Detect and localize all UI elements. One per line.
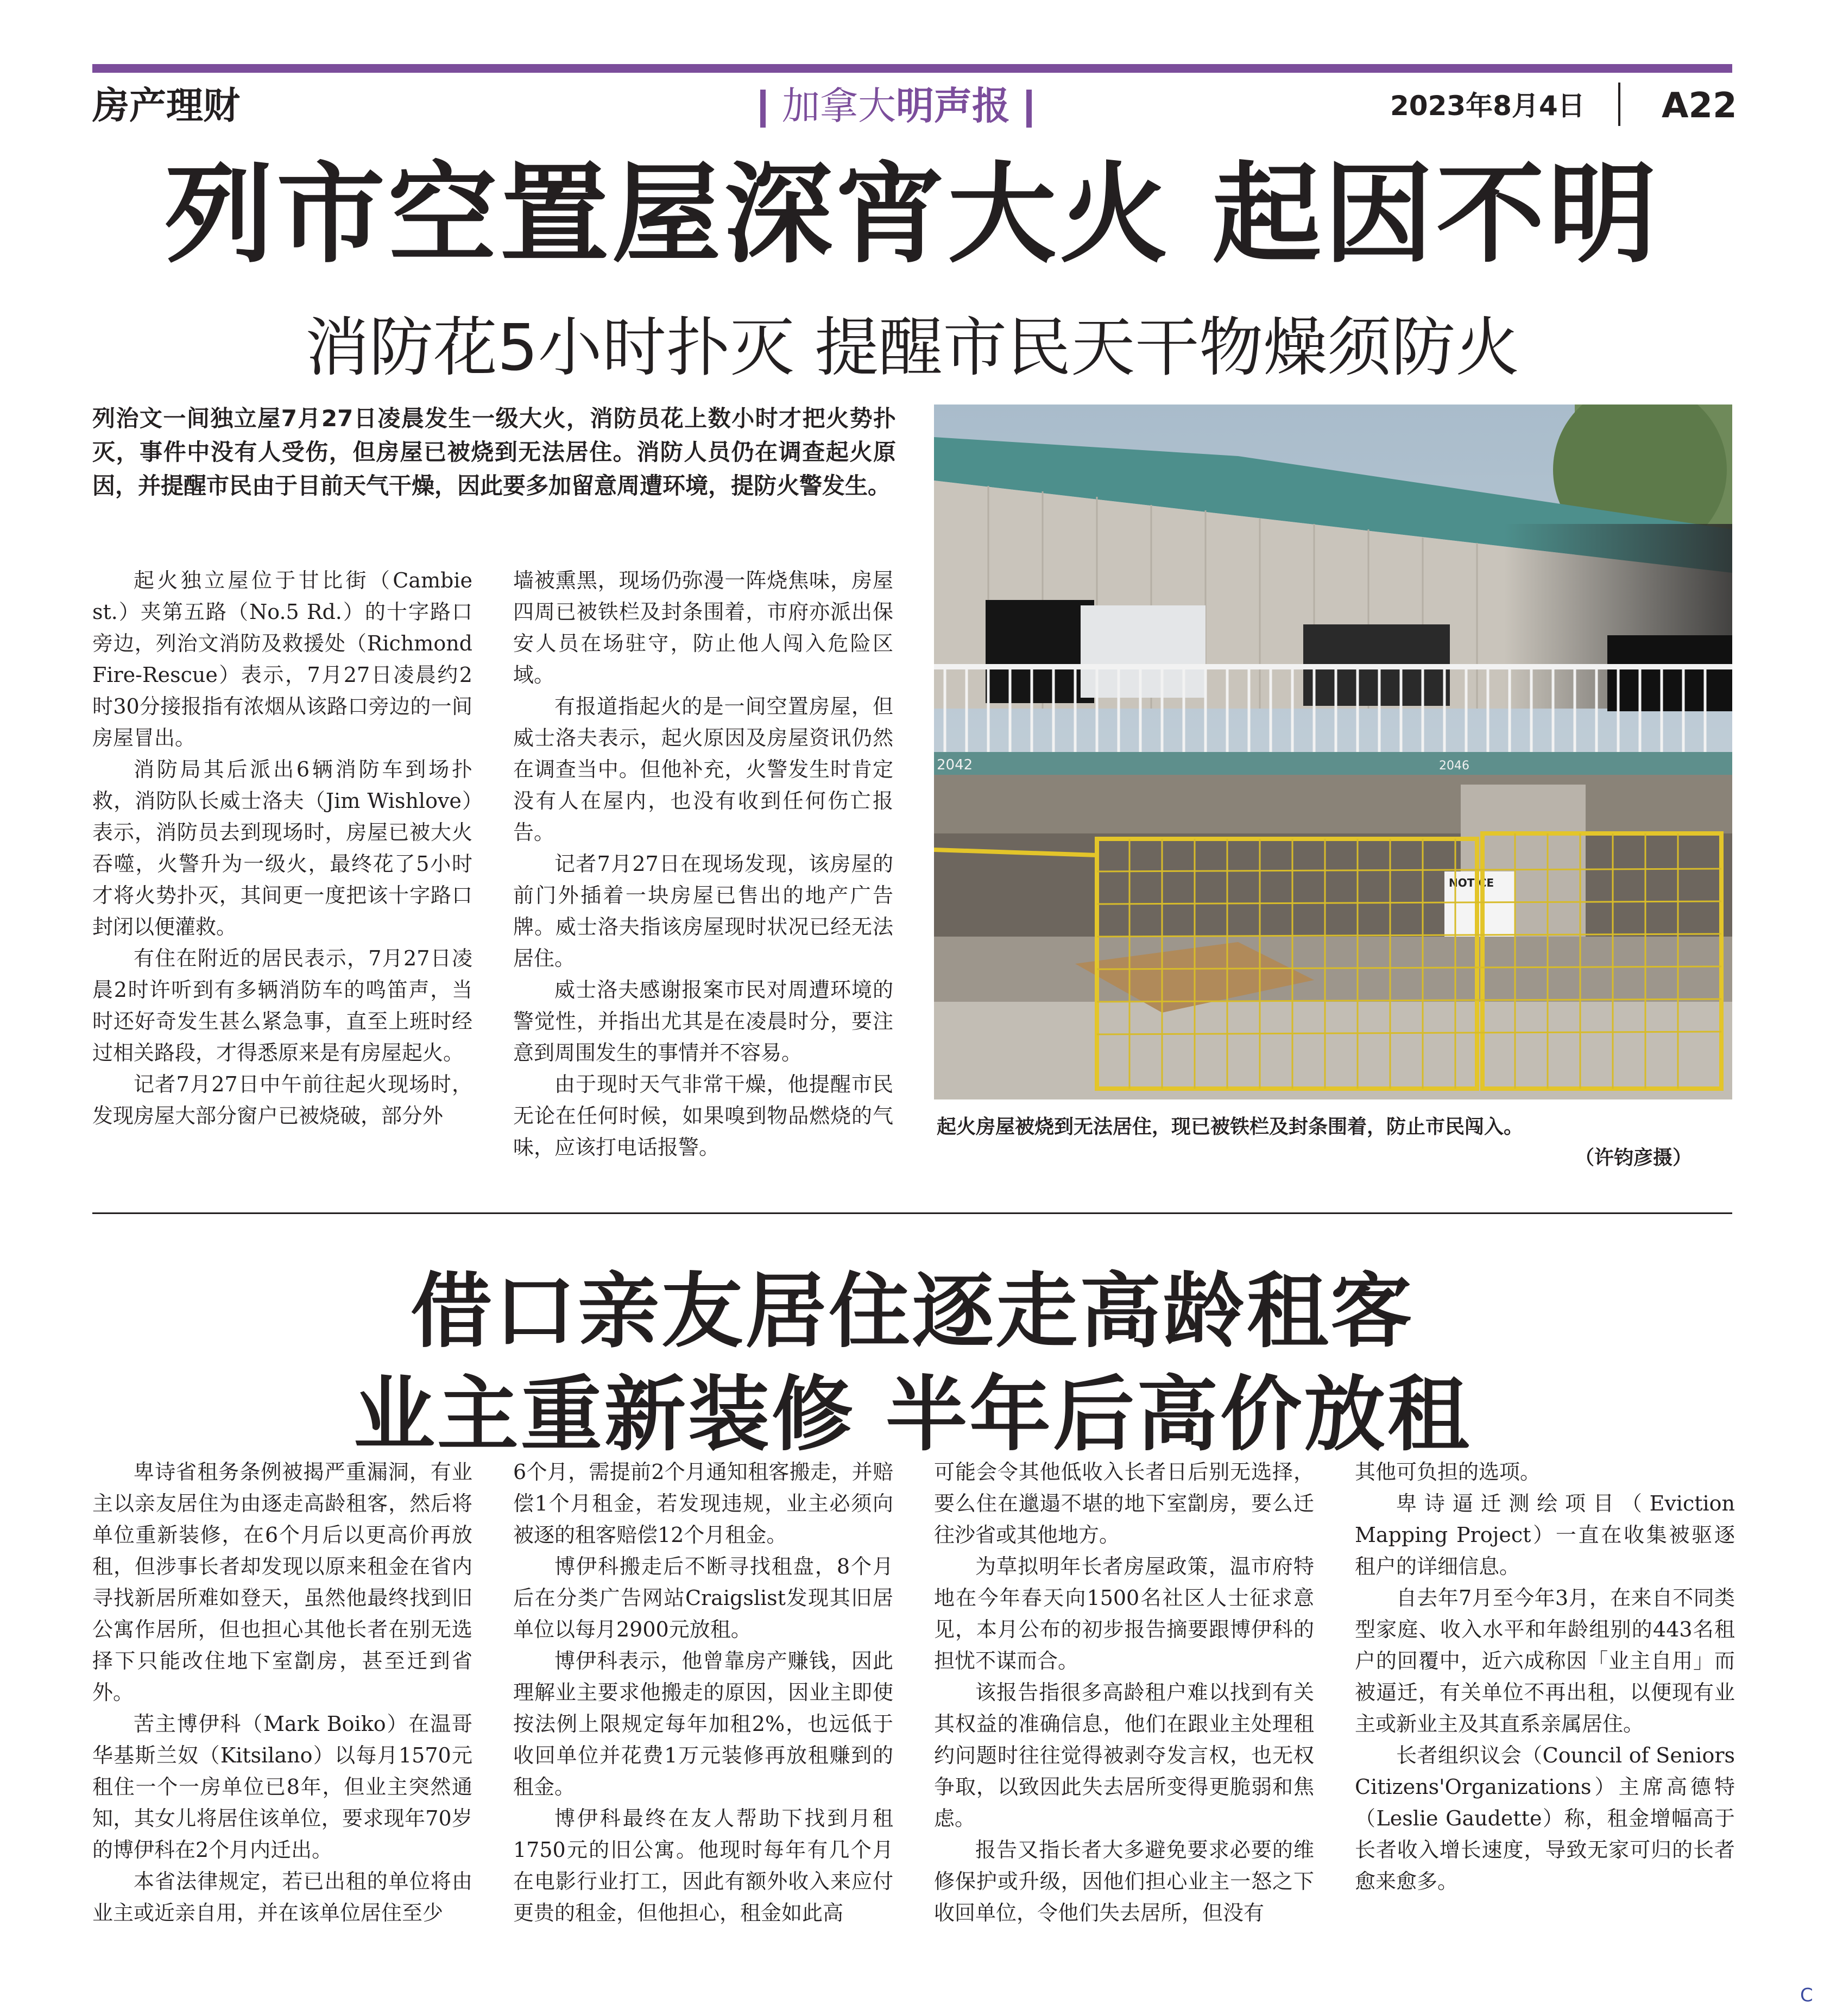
masthead-prefix: 加拿大 [782, 84, 896, 128]
story-divider [92, 1212, 1732, 1214]
paragraph: 6个月，需提前2个月通知租客搬走，并赔偿1个月租金，若发现违规，业主必须向被逐的租客赔偿12个月租金。 [513, 1460, 893, 1547]
paragraph: 消防局其后派出6辆消防车到场扑救，消防队长威士洛夫（Jim Wishlove）表示，消防员去到现场时，房屋已被大火吞噬，火警升为一级火，最终花了5小时才将火势扑灭，其间更一度把该十字路口封闭以便灌救。 [92, 757, 472, 939]
paragraph: 卑诗逼迁测绘项目（Eviction Mapping Project）一直在收集被驱逐租户的详细信息。 [1355, 1492, 1735, 1578]
fire-house-photo [934, 405, 1732, 1099]
paragraph: 其他可负担的选项。 [1355, 1460, 1541, 1484]
paragraph: 卑诗省租务条例被揭严重漏洞，有业主以亲友居住为由逐走高龄租客，然后将单位重新装修，在6个月后以更高价再放租，但涉事长者却发现以原来租金在省内寻找新居所难如登天，虽然他最终找到旧公寓作居所，但也担心其他长者在别无选择下只能改住地下室劏房，甚至迁到省外。 [92, 1460, 472, 1704]
story1-column-1 [92, 565, 472, 1132]
paragraph: 长者组织议会（Council of Seniors Citizens'Organizations）主席高德特（Leslie Gaudette）称，租金增幅高于长者收入增长速度，导致无家可归的长者愈来愈多。 [1355, 1743, 1735, 1893]
paragraph: 记者7月27日中午前往起火现场时，发现房屋大部分窗户已被烧破，部分外 [92, 1072, 472, 1128]
story1-headline: 列市空置屋深宵大火 起因不明 [165, 150, 1660, 278]
paragraph: 起火独立屋位于甘比街（Cambie st.）夹第五路（No.5 Rd.）的十字路口旁边，列治文消防及救援处（Richmond Fire-Rescue）表示，7月27日凌晨约2时30分接报指有浓烟从该路口旁边的一间房屋冒出。 [92, 568, 472, 750]
paragraph: 博伊科最终在友人帮助下找到月租1750元的旧公寓。他现时每年有几个月在电影行业打工，因此有额外收入来应付更贵的租金，但他担心，租金如此高 [513, 1806, 893, 1925]
story2-column-3 [934, 1456, 1314, 1929]
paragraph: 可能会令其他低收入长者日后别无选择，要么住在邋遢不堪的地下室劏房，要么迁往沙省或其他地方。 [934, 1460, 1314, 1547]
address-number-right: 2046 [1439, 759, 1469, 773]
issue-date: 2023年8月4日 [1390, 90, 1585, 122]
address-number-left: 2042 [937, 757, 973, 773]
paragraph: 本省法律规定，若已出租的单位将由业主或近亲自用，并在该单位居住至少 [92, 1869, 472, 1925]
paragraph: 该报告指很多高龄租户难以找到有关其权益的准确信息，他们在跟业主处理租约问题时往往觉得被剥夺发言权，也无权争取，以致因此失去居所变得更脆弱和焦虑。 [934, 1680, 1314, 1830]
photo-caption: 起火房屋被烧到无法居住，现已被铁栏及封条围着，防止市民闯入。 [937, 1116, 1524, 1138]
corner-mark: C [1800, 1985, 1813, 2006]
masthead-paper-name: 明声报 [896, 84, 1010, 128]
paragraph: 有住在附近的居民表示，7月27日凌晨2时许听到有多辆消防车的鸣笛声，当时还好奇发生甚么紧急事，直至上班时经过相关路段，才得悉原来是有房屋起火。 [92, 946, 472, 1065]
paragraph: 有报道指起火的是一间空置房屋，但威士洛夫表示，起火原因及房屋资讯仍然在调查当中。但他补充，火警发生时肯定没有人在屋内，也没有收到任何伤亡报告。 [513, 694, 893, 844]
section-title: 房产理财 [92, 84, 241, 128]
paragraph: 苦主博伊科（Mark Boiko）在温哥华基斯兰奴（Kitsilano）以每月1570元租住一个一房单位已8年，但业主突然通知，其女儿将居住该单位，要求现年70岁的博伊科在2个月内迁出。 [92, 1712, 472, 1862]
photo-illustration [934, 405, 1732, 1099]
paragraph: 博伊科搬走后不断寻找租盘，8个月后在分类广告网站Craigslist发现其旧居单位以每月2900元放租。 [513, 1554, 893, 1641]
paragraph: 自去年7月至今年3月，在来自不同类型家庭、收入水平和年龄组别的443名租户的回覆中，近六成称因「业主自用」而被逼迁，有关单位不再出租，以便现有业主或新业主及其直系亲属居住。 [1355, 1586, 1735, 1736]
page-number: A22 [1662, 86, 1737, 126]
story2-headline-line2: 业主重新装修 半年后高价放租 [353, 1367, 1472, 1462]
paragraph: 由于现时天气非常干燥，他提醒市民无论在任何时候，如果嗅到物品燃烧的气味，应该打电话报警。 [513, 1072, 893, 1159]
header-rule [92, 64, 1732, 73]
story2-column-1 [92, 1456, 472, 1929]
masthead [744, 81, 1048, 130]
paragraph: 为草拟明年长者房屋政策，温市府特地在今年春天向1500名社区人士征求意见，本月公布的初步报告摘要跟博伊科的担忧不谋而合。 [934, 1554, 1314, 1673]
notice-sign-text: NOTICE [1449, 876, 1494, 889]
story1-column-2 [513, 565, 893, 1163]
paragraph: 记者7月27日在现场发现，该房屋的前门外插着一块房屋已售出的地产广告牌。威士洛夫指该房屋现时状况已经无法居住。 [513, 852, 893, 970]
paragraph: 墙被熏黑，现场仍弥漫一阵烧焦味，房屋四周已被铁栏及封条围着，市府亦派出保安人员在场驻守，防止他人闯入危险区域。 [513, 568, 893, 687]
story2-column-4 [1355, 1456, 1735, 1897]
story1-deck: 消防花5小时扑灭 提醒市民天干物燥须防火 [305, 310, 1520, 385]
photo-credit: （许钧彦摄） [1575, 1147, 1693, 1169]
story2-headline-line1: 借口亲友居住逐走高龄租客 [410, 1263, 1414, 1359]
page-separator [1618, 83, 1620, 126]
story2-column-2 [513, 1456, 893, 1929]
paragraph: 威士洛夫感谢报案市民对周遭环境的警觉性，并指出尤其是在凌晨时分，要注意到周围发生的事情并不容易。 [513, 978, 893, 1065]
masthead-bar-right [1026, 90, 1032, 128]
story1-lead: 列治文一间独立屋7月27日凌晨发生一级大火，消防员花上数小时才把火势扑灭，事件中没有人受伤，但房屋已被烧到无法居住。消防人员仍在调查起火原因，并提醒市民由于目前天气干燥，因此要多加留意周遭环境，提防火警发生。 [92, 405, 896, 499]
paragraph: 报告又指长者大多避免要求必要的维修保护或升级，因他们担心业主一怒之下收回单位，令他们失去居所，但没有 [934, 1838, 1314, 1925]
paragraph: 博伊科表示，他曾靠房产赚钱，因此理解业主要求他搬走的原因，因业主即使按法例上限规定每年加租2%，也远低于收回单位并花费1万元装修再放租赚到的租金。 [513, 1649, 893, 1799]
masthead-bar-left [760, 90, 766, 128]
